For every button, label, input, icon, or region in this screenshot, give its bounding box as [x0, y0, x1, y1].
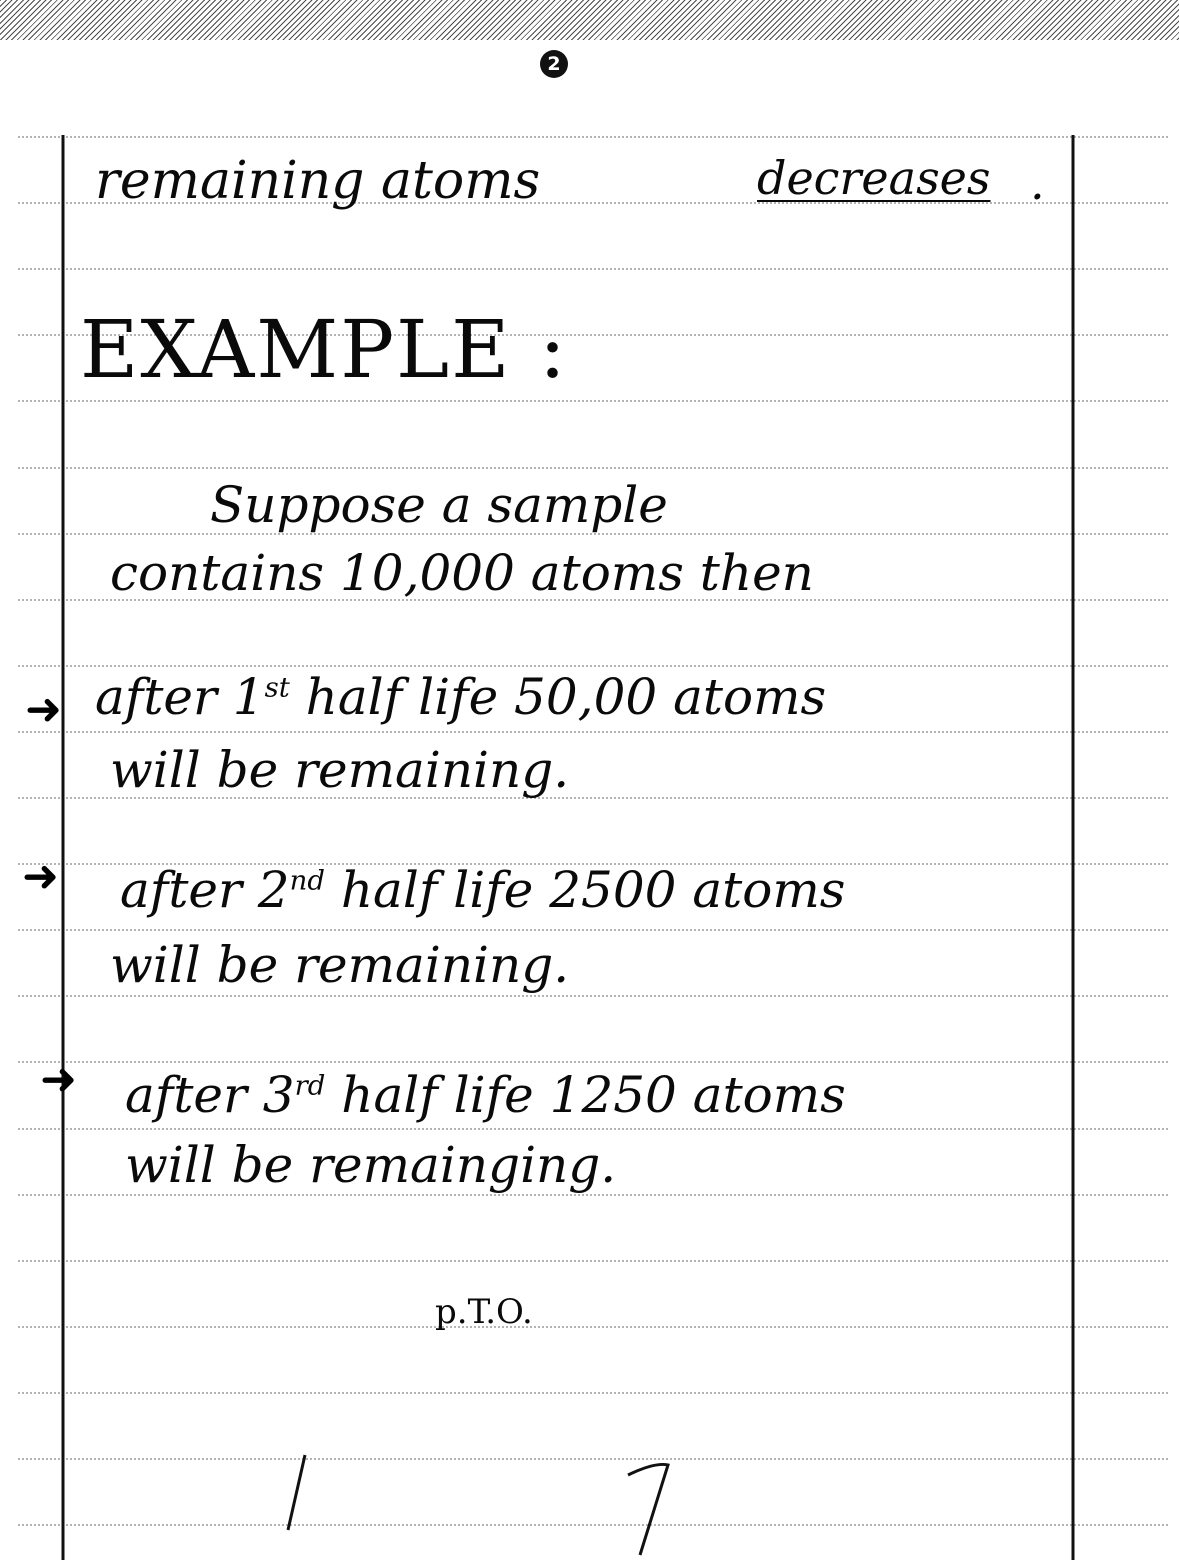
arrow-icon-3: ➜ [40, 1054, 77, 1105]
line-suppose: Suppose a sample [210, 476, 668, 534]
line-after-2 [120, 861, 846, 919]
word-decreases: decreases [757, 151, 991, 205]
after-2-rest: half life 2500 atoms [324, 861, 846, 919]
after-2-prefix: after 2 [120, 861, 290, 919]
after-3-sup: rd [294, 1069, 326, 1102]
arrow-icon-1: ➜ [25, 684, 62, 735]
after-1-prefix: after 1 [95, 668, 265, 726]
line-after-1-cont: will be remaining. [110, 741, 570, 799]
after-3-prefix: after 3 [125, 1066, 295, 1124]
example-heading: EXAMPLE : [80, 303, 568, 396]
after-1-sup: st [264, 671, 290, 704]
after-2-sup: nd [289, 864, 325, 897]
line-remaining-atoms: remaining atoms [95, 151, 541, 211]
after-3-rest: half life 1250 atoms [325, 1066, 846, 1124]
line-after-1 [95, 668, 827, 726]
stroke-mark-right [628, 1464, 668, 1555]
line-contains: contains 10,000 atoms then [110, 544, 814, 602]
pto-note: p.T.O. [435, 1292, 533, 1332]
line-after-2-cont: will be remaining. [110, 936, 570, 994]
arrow-icon-2: ➜ [22, 851, 59, 902]
stroke-mark-left [288, 1455, 305, 1530]
line1-period: . [1030, 156, 1045, 210]
page-number-badge: 2 [540, 50, 568, 78]
line-after-3-cont: will be remainging. [125, 1136, 617, 1194]
line-after-3 [125, 1066, 846, 1124]
after-1-rest: half life 50,00 atoms [289, 668, 827, 726]
